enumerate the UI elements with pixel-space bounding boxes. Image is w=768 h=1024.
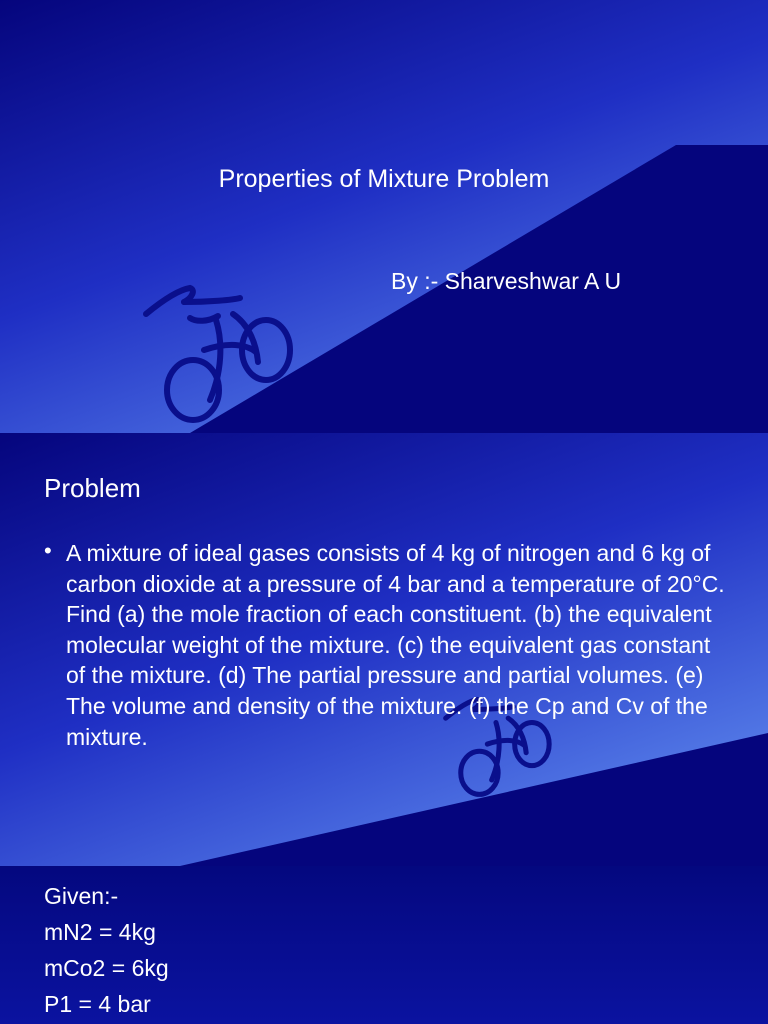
given-heading: Given:- bbox=[44, 883, 119, 909]
given-slide bbox=[0, 866, 768, 1024]
problem-statement: A mixture of ideal gases consists of 4 kg of nitrogen and 6 kg of carbon dioxide at a pressure of 4 bar and a temperature of 20°C. Find (a) the mole fraction of each constituent. (b) the equivalent molecular weight of the mixture. (c) the equivalent gas constant of the mixture. (d) The partial pressure and partial volumes. (e) The volume and density of the mixture. (f) the Cp and Cv of the mixture. bbox=[66, 540, 725, 750]
slide-heading: Problem bbox=[44, 473, 141, 503]
given-line-mn2: mN2 = 4kg bbox=[44, 919, 156, 945]
problem-slide bbox=[0, 433, 768, 866]
given-line-mco2: mCo2 = 6kg bbox=[44, 955, 169, 981]
given-line-p1: P1 = 4 bar bbox=[44, 991, 151, 1017]
title-slide bbox=[0, 0, 768, 433]
bullet-dot-icon: • bbox=[44, 538, 52, 563]
cyclist-icon bbox=[138, 272, 308, 432]
slide-title: Properties of Mixture Problem bbox=[218, 165, 550, 193]
author-byline: By :- Sharveshwar A U bbox=[391, 268, 622, 294]
ramp-shape bbox=[0, 0, 768, 433]
